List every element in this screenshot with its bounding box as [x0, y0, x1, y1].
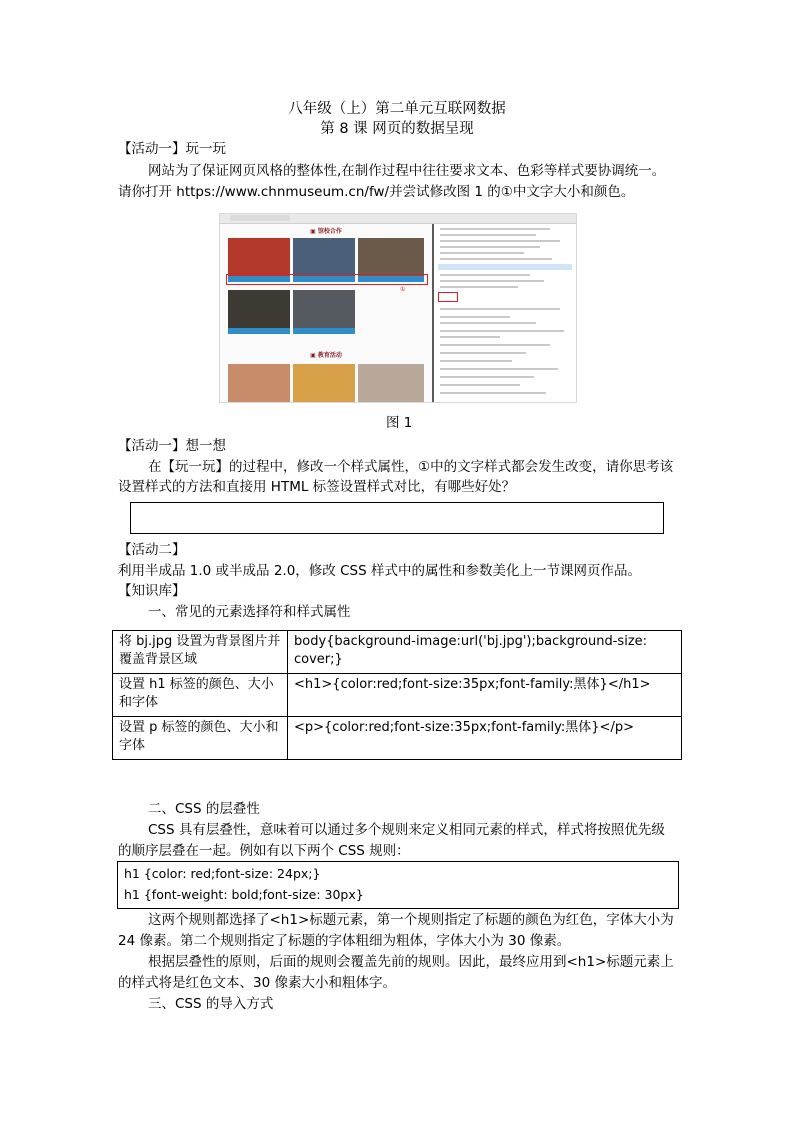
table-cell-code: body{background-image:url('bj.jpg');background-size: cover;}	[288, 631, 682, 674]
photo-5	[293, 290, 355, 328]
photo-4	[228, 290, 290, 328]
photo-7	[293, 364, 355, 402]
photo-3	[358, 238, 424, 276]
section1-heading: 一、常见的元素选择符和样式属性	[148, 604, 351, 620]
figure-screenshot	[219, 213, 577, 403]
activity1-para-line2: 请你打开 https://www.chnmuseum.cn/fw/并尝试修改图 1 的①中文字大小和颜色。	[118, 184, 635, 200]
think-para-line1: 在【玩一玩】的过程中，修改一个样式属性，①中的文字样式都会发生改变，请你思考该	[148, 459, 674, 475]
activity2-heading: 【活动二】	[118, 542, 186, 558]
caption-bar-4	[228, 328, 290, 334]
activity1-heading: 【活动一】玩一玩	[118, 141, 226, 157]
section2-heading: 二、CSS 的层叠性	[148, 801, 260, 817]
section2-line4: 24 像素。第二个规则指定了标题的字体粗细为粗体，字体大小为 30 像素。	[118, 933, 571, 949]
table-row	[113, 631, 682, 674]
section2-line5: 根据层叠性的原则，后面的规则会覆盖先前的规则。因此，最终应用到<h1>标题元素上	[148, 954, 674, 970]
table-row	[113, 674, 682, 717]
photo-1	[228, 238, 290, 276]
caption-bar-5	[293, 328, 355, 334]
code-line-2: h1 {font-weight: bold;font-size: 30px}	[124, 887, 364, 902]
section-title-school: ▣ 馆校合作	[310, 228, 342, 235]
activity1-para-line1: 网站为了保证网页风格的整体性,在制作过程中往往要求文本、色彩等样式要协调统一。	[148, 163, 666, 179]
table-cell-desc: 设置 p 标签的颜色、大小和字体	[113, 717, 288, 760]
page-title: 八年级（上）第二单元互联网数据	[288, 101, 506, 117]
section3-heading: 三、CSS 的导入方式	[148, 996, 274, 1012]
section-title-education: ▣ 教育活动	[310, 352, 342, 359]
figure-caption: 图 1	[386, 415, 413, 431]
answer-box[interactable]	[130, 502, 664, 534]
section2-line6: 的样式将是红色文本、30 像素大小和粗体字。	[118, 975, 396, 991]
table-row	[113, 717, 682, 760]
css-code-box	[117, 861, 679, 909]
marker-1: ①	[400, 286, 406, 293]
section2-line2: 的顺序层叠在一起。例如有以下两个 CSS 规则：	[118, 843, 410, 859]
table-cell-code: <h1>{color:red;font-size:35px;font-family:黑体}</h1>	[288, 674, 682, 717]
devtools-panel	[434, 224, 576, 402]
photo-6	[228, 364, 290, 402]
activity2-para: 利用半成品 1.0 或半成品 2.0，修改 CSS 样式中的属性和参数美化上一节课网页作品。	[118, 563, 641, 579]
think-para-line2: 设置样式的方法和直接用 HTML 标签设置样式对比，有哪些好处？	[118, 479, 516, 495]
style-table	[112, 630, 682, 760]
code-line-1: h1 {color: red;font-size: 24px;}	[124, 866, 321, 881]
photo-2	[293, 238, 355, 276]
table-cell-desc: 设置 h1 标签的颜色、大小和字体	[113, 674, 288, 717]
browser-bar	[220, 214, 576, 224]
selected-node	[438, 264, 572, 270]
knowledge-heading: 【知识库】	[118, 583, 186, 599]
table-cell-desc: 将 bj.jpg 设置为背景图片并覆盖背景区域	[113, 631, 288, 674]
styles-tab-highlight	[438, 292, 458, 302]
section2-line1: CSS 具有层叠性，意味着可以通过多个规则来定义相同元素的样式，样式将按照优先级	[148, 822, 665, 838]
page-preview	[220, 224, 432, 402]
photo-8	[358, 364, 424, 402]
lesson-subtitle: 第 8 课 网页的数据呈现	[320, 121, 474, 137]
table-cell-code: <p>{color:red;font-size:35px;font-family:黑体}</p>	[288, 717, 682, 760]
highlight-box	[226, 274, 428, 285]
section2-line3: 这两个规则都选择了<h1>标题元素，第一个规则指定了标题的颜色为红色，字体大小为	[148, 912, 674, 928]
think-heading: 【活动一】想一想	[118, 438, 226, 454]
